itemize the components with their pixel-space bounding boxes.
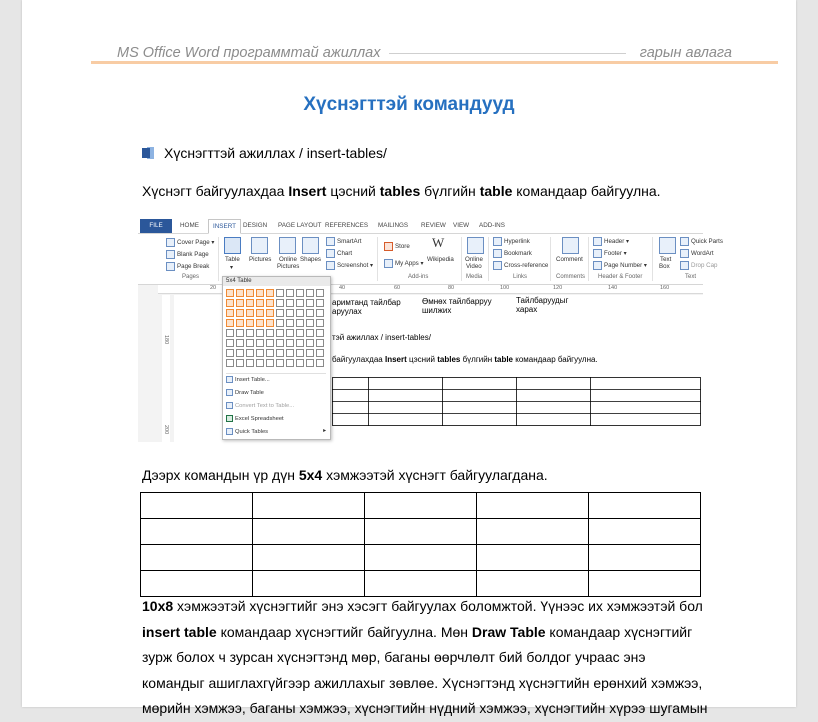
- pictures-label: Pictures: [249, 256, 272, 263]
- screenshot-icon: [326, 261, 335, 270]
- table-cell: [141, 545, 253, 571]
- grid-cell[interactable]: [226, 339, 234, 347]
- grid-cell[interactable]: [236, 329, 244, 337]
- grid-cell[interactable]: [306, 349, 314, 357]
- p1-text: цэсний: [326, 183, 380, 199]
- p3-bold: insert table: [142, 623, 217, 640]
- grid-cell[interactable]: [276, 359, 284, 367]
- table-row: [141, 545, 701, 571]
- my-apps-button[interactable]: My Apps ▾: [384, 259, 424, 268]
- table-button-label[interactable]: Table: [225, 256, 240, 263]
- wordart-label: WordArt: [691, 250, 714, 258]
- grid-cell[interactable]: [246, 299, 254, 307]
- cover-page-button[interactable]: Cover Page ▾: [166, 238, 215, 247]
- table-cell: [365, 493, 477, 519]
- doc-text: Insert: [384, 355, 407, 364]
- quick-parts-button[interactable]: [680, 237, 723, 246]
- grid-cell[interactable]: [266, 329, 274, 337]
- header-button[interactable]: Header ▾: [593, 237, 629, 246]
- p3-line: [142, 620, 742, 646]
- table-cell: [477, 545, 589, 571]
- grid-cell[interactable]: [226, 319, 234, 327]
- group-label-text: Text: [685, 274, 697, 280]
- ruler-number: 20: [210, 285, 217, 291]
- drop-cap-button[interactable]: [680, 261, 717, 270]
- tab-add-ins[interactable]: ADD-INS: [479, 222, 505, 229]
- grid-cell[interactable]: [256, 299, 264, 307]
- group-label-media: Media: [466, 274, 483, 280]
- word-screenshot: [138, 219, 723, 442]
- comment-icon[interactable]: [562, 237, 579, 254]
- smartart-icon: [326, 237, 335, 246]
- grid-cell[interactable]: [236, 319, 244, 327]
- doc-text: бүлгийн: [460, 355, 495, 364]
- table-dropdown: [222, 276, 331, 440]
- shapes-icon[interactable]: [302, 237, 319, 254]
- grid-cell[interactable]: [306, 299, 314, 307]
- grid-cell[interactable]: [236, 309, 244, 317]
- blank-page-label: Blank Page: [177, 251, 209, 259]
- grid-cell[interactable]: [226, 329, 234, 337]
- group-separator: [488, 237, 489, 281]
- store-icon: [384, 242, 393, 251]
- screenshot-label: Screenshot: [337, 262, 369, 270]
- wordart-icon: [680, 249, 689, 258]
- grid-cell[interactable]: [256, 339, 264, 347]
- online-video-label2: Video: [466, 263, 482, 270]
- grid-cell[interactable]: [226, 349, 234, 357]
- grid-cell[interactable]: [246, 339, 254, 347]
- draw-table-item[interactable]: [226, 389, 264, 396]
- word-icon: [142, 147, 154, 159]
- grid-cell[interactable]: [306, 309, 314, 317]
- header-left: MS Office Word программтай ажиллах: [117, 45, 381, 61]
- doc-text: командаар байгуулна.: [513, 355, 598, 364]
- p3-line: [142, 594, 742, 620]
- grid-cell[interactable]: [286, 359, 294, 367]
- group-label-links: Links: [513, 274, 528, 280]
- page-break-button[interactable]: [166, 262, 209, 271]
- grid-cell[interactable]: [246, 319, 254, 327]
- chart-icon: [326, 249, 335, 258]
- grid-cell[interactable]: [256, 319, 264, 327]
- grid-cell[interactable]: [286, 309, 294, 317]
- footer-label: Footer: [604, 250, 622, 258]
- smartart-button[interactable]: [326, 237, 361, 246]
- grid-cell[interactable]: [306, 359, 314, 367]
- cross-reference-icon: [493, 261, 502, 270]
- shapes-label: Shapes: [300, 256, 321, 263]
- grid-cell[interactable]: [296, 289, 304, 297]
- group-separator: [652, 237, 653, 281]
- doc-table: [332, 377, 702, 427]
- group-separator: [550, 237, 551, 281]
- tab-home[interactable]: HOME: [180, 222, 199, 229]
- quick-tables-icon: [226, 428, 233, 435]
- tab-mailings[interactable]: MAILINGS: [378, 222, 409, 229]
- document-page: [22, 0, 796, 716]
- insert-table-icon: [226, 376, 233, 383]
- result-table: [140, 492, 701, 597]
- doc-text: шилжих: [422, 306, 452, 315]
- grid-cell[interactable]: [286, 329, 294, 337]
- table-row: [141, 493, 701, 519]
- grid-cell[interactable]: [296, 359, 304, 367]
- excel-icon: [226, 415, 233, 422]
- insert-table-label: Insert Table...: [235, 377, 270, 384]
- header-icon: [593, 237, 602, 246]
- p1-bold: table: [479, 183, 513, 199]
- drop-cap-label: Drop Cap: [691, 262, 718, 270]
- draw-table-icon: [226, 389, 233, 396]
- group-separator: [461, 237, 462, 281]
- grid-cell[interactable]: [266, 309, 274, 317]
- pictures-icon[interactable]: [251, 237, 268, 254]
- table-size-label: 5x4 Table: [223, 277, 330, 286]
- grid-cell[interactable]: [306, 329, 314, 337]
- p3-text: командаар хүснэгтийг: [545, 623, 693, 640]
- page-number-button[interactable]: Page Number ▾: [593, 261, 647, 270]
- grid-cell[interactable]: [276, 289, 284, 297]
- grid-cell[interactable]: [306, 289, 314, 297]
- p2-bold: 5x4: [298, 467, 323, 483]
- p1-text: командаар байгуулна.: [512, 183, 661, 199]
- header-label: Header: [604, 238, 625, 246]
- grid-cell[interactable]: [316, 319, 324, 327]
- table-icon[interactable]: [224, 237, 241, 254]
- doc-text: тэй ажиллах / insert-tables/: [332, 333, 431, 342]
- doc-text: Тайлбаруудыг: [516, 296, 569, 305]
- ruler-number: 60: [394, 285, 401, 291]
- table-row: [141, 571, 701, 597]
- grid-cell[interactable]: [236, 339, 244, 347]
- table-cell: [365, 519, 477, 545]
- p3-text: командаар хүснэгтийг байгуулна. Мөн: [216, 623, 472, 640]
- group-separator: [588, 237, 589, 281]
- p3-text: хэмжээтэй хүснэгтийг энэ хэсэгт байгуулах боломжтой. Үүнээс их хэмжээтэй бол: [173, 598, 703, 614]
- bookmark-label: Bookmark: [504, 250, 532, 258]
- grid-cell[interactable]: [256, 309, 264, 317]
- grid-cell[interactable]: [236, 359, 244, 367]
- convert-text-label: Convert Text to Table...: [235, 403, 295, 410]
- grid-cell[interactable]: [266, 349, 274, 357]
- grid-cell[interactable]: [226, 299, 234, 307]
- grid-cell[interactable]: [266, 299, 274, 307]
- online-pictures-icon[interactable]: [279, 237, 296, 254]
- header-bar: [91, 61, 778, 64]
- header-right: гарын авлага: [639, 45, 732, 61]
- grid-cell[interactable]: [276, 319, 284, 327]
- blank-page-icon: [166, 250, 175, 259]
- grid-cell[interactable]: [246, 329, 254, 337]
- table-cell: [477, 571, 589, 597]
- table-cell: [589, 519, 701, 545]
- vertical-ruler: [162, 295, 170, 442]
- group-label-header-footer: Header & Footer: [598, 274, 643, 280]
- p3-line: мөрийн хэмжээ, баганы хэмжээ, хүснэгтийн нүдний хэмжээ, хүснэгтийн хүрээ шугамын: [142, 700, 708, 716]
- table-cell: [589, 493, 701, 519]
- doc-text: цэсний: [406, 355, 438, 364]
- grid-cell[interactable]: [316, 309, 324, 317]
- p1-bold: tables: [379, 183, 421, 199]
- tab-design[interactable]: DESIGN: [243, 222, 268, 229]
- grid-cell[interactable]: [246, 309, 254, 317]
- chart-label: Chart: [337, 250, 353, 258]
- online-pictures-label: Online Pictures: [277, 256, 300, 270]
- tab-view[interactable]: VIEW: [453, 222, 470, 229]
- group-label-comments: Comments: [556, 274, 586, 280]
- bullet-line: [142, 145, 387, 161]
- grid-cell[interactable]: [296, 309, 304, 317]
- table-row: [141, 519, 701, 545]
- p3-line: зурж болох ч зурсан хүснэгтэнд мөр, баганы өөрчлөлт бий болдог учраас энэ: [142, 649, 646, 665]
- ruler-number: 80: [448, 285, 455, 291]
- grid-cell[interactable]: [256, 359, 264, 367]
- chart-button[interactable]: [326, 249, 352, 258]
- p2-text: хэмжээтэй хүснэгт байгуулагдана.: [322, 467, 548, 483]
- grid-cell[interactable]: [296, 349, 304, 357]
- paragraph-2: [142, 467, 548, 483]
- grid-cell[interactable]: [226, 289, 234, 297]
- grid-cell[interactable]: [286, 339, 294, 347]
- paragraph-3: [142, 594, 742, 722]
- page-number-label: Page Number: [604, 262, 643, 270]
- footer-button[interactable]: Footer ▾: [593, 249, 627, 258]
- tab-file[interactable]: FILE: [140, 219, 172, 233]
- chevron-down-icon: ▾: [230, 264, 234, 271]
- ruler-number: 140: [608, 285, 618, 291]
- cross-reference-label: Cross-reference: [504, 262, 549, 270]
- convert-text-item[interactable]: [226, 402, 294, 409]
- tab-page-layout[interactable]: PAGE LAYOUT: [278, 222, 322, 229]
- doc-text: table: [494, 355, 513, 364]
- page-title: Хүснэгттэй командууд: [303, 94, 515, 115]
- cover-page-icon: [166, 238, 175, 247]
- grid-cell[interactable]: [246, 289, 254, 297]
- p1-text: Хүснэгт байгуулахдаа: [142, 183, 289, 199]
- ruler-number: 100: [500, 285, 510, 291]
- grid-cell[interactable]: [256, 329, 264, 337]
- cross-reference-button[interactable]: [493, 261, 548, 270]
- grid-cell[interactable]: [276, 299, 284, 307]
- vruler-number: 200: [163, 425, 169, 435]
- chevron-right-icon: ▸: [323, 428, 326, 434]
- cover-page-label: Cover Page: [177, 239, 210, 247]
- p3-bold: 10x8: [142, 598, 174, 614]
- excel-spreadsheet-item[interactable]: [226, 415, 284, 422]
- quick-parts-label: Quick Parts: [691, 238, 723, 246]
- wikipedia-icon[interactable]: W: [432, 235, 445, 250]
- grid-cell[interactable]: [286, 289, 294, 297]
- grid-cell[interactable]: [306, 319, 314, 327]
- online-video-icon[interactable]: [467, 237, 484, 254]
- text-box-label1: Text: [660, 256, 672, 263]
- ruler-number: 120: [553, 285, 563, 291]
- hyperlink-label: Hyperlink: [504, 238, 530, 246]
- wikipedia-label: Wikipedia: [427, 256, 454, 263]
- table-cell: [477, 519, 589, 545]
- screenshot-button[interactable]: Screenshot ▾: [326, 261, 373, 270]
- p3-bold: Draw Table: [471, 623, 546, 640]
- table-cell: [141, 571, 253, 597]
- tab-insert[interactable]: INSERT: [208, 219, 241, 234]
- grid-cell[interactable]: [266, 359, 274, 367]
- page-break-icon: [166, 262, 175, 271]
- grid-cell[interactable]: [226, 309, 234, 317]
- draw-table-label: Draw Table: [235, 390, 264, 397]
- tab-review[interactable]: REVIEW: [421, 222, 446, 229]
- grid-cell[interactable]: [316, 349, 324, 357]
- bookmark-button[interactable]: [493, 249, 532, 258]
- grid-cell[interactable]: [306, 339, 314, 347]
- grid-cell[interactable]: [246, 359, 254, 367]
- grid-cell[interactable]: [316, 289, 324, 297]
- grid-cell[interactable]: [266, 319, 274, 327]
- hyperlink-button[interactable]: [493, 237, 530, 246]
- table-cell: [477, 493, 589, 519]
- grid-cell[interactable]: [296, 329, 304, 337]
- ruler-number: 160: [660, 285, 670, 291]
- convert-text-icon: [226, 402, 233, 409]
- grid-cell[interactable]: [266, 339, 274, 347]
- grid-cell[interactable]: [316, 329, 324, 337]
- table-cell: [253, 519, 365, 545]
- header-rule: [389, 53, 626, 54]
- page-number-icon: [593, 261, 602, 270]
- grid-cell[interactable]: [236, 349, 244, 357]
- text-box-label2: Box: [659, 263, 670, 270]
- table-cell: [365, 545, 477, 571]
- grid-cell[interactable]: [316, 299, 324, 307]
- table-cell: [589, 545, 701, 571]
- group-label-pages: Pages: [182, 274, 200, 280]
- grid-cell[interactable]: [286, 349, 294, 357]
- grid-cell[interactable]: [286, 299, 294, 307]
- table-cell: [365, 571, 477, 597]
- table-cell: [253, 545, 365, 571]
- wordart-button[interactable]: [680, 249, 714, 258]
- quick-tables-label: Quick Tables: [235, 429, 269, 436]
- footer-icon: [593, 249, 602, 258]
- doc-text: [332, 355, 598, 364]
- drop-cap-icon: [680, 261, 689, 270]
- table-cell: [589, 571, 701, 597]
- tab-references[interactable]: REFERENCES: [325, 222, 369, 229]
- grid-cell[interactable]: [236, 299, 244, 307]
- table-cell: [253, 571, 365, 597]
- insert-table-item[interactable]: [226, 376, 270, 383]
- doc-text: байгуулахдаа: [332, 355, 385, 364]
- grid-cell[interactable]: [276, 349, 284, 357]
- hyperlink-icon: [493, 237, 502, 246]
- vruler-number: 180: [163, 335, 169, 345]
- grid-cell[interactable]: [316, 339, 324, 347]
- grid-cell[interactable]: [296, 339, 304, 347]
- grid-cell[interactable]: [276, 309, 284, 317]
- group-separator: [218, 237, 219, 281]
- doc-text: харах: [516, 305, 538, 314]
- doc-text: аруулах: [332, 307, 362, 316]
- my-apps-label: My Apps: [395, 260, 419, 268]
- excel-spreadsheet-label: Excel Spreadsheet: [235, 416, 284, 423]
- grid-cell[interactable]: [266, 289, 274, 297]
- grid-cell[interactable]: [256, 289, 264, 297]
- table-cell: [141, 519, 253, 545]
- ruler-number: 40: [339, 285, 346, 291]
- group-label-add-ins: Add-ins: [408, 274, 429, 280]
- p1-bold: Insert: [288, 183, 327, 199]
- table-cell: [253, 493, 365, 519]
- my-apps-icon: [384, 259, 393, 268]
- grid-cell[interactable]: [236, 289, 244, 297]
- ribbon-tabs: [138, 219, 703, 234]
- grid-cell[interactable]: [246, 349, 254, 357]
- grid-cell[interactable]: [296, 319, 304, 327]
- dropdown-divider: [226, 373, 326, 374]
- paragraph-1: [142, 183, 661, 199]
- store-label: Store: [395, 243, 410, 251]
- grid-cell[interactable]: [316, 359, 324, 367]
- grid-cell[interactable]: [286, 319, 294, 327]
- grid-cell[interactable]: [226, 359, 234, 367]
- p3-line: командыг ашиглахгүйгээр ажиллахыг зөвлөе. Хүснэгтэнд хүснэгтийн ерөнхий хэмжээ,: [142, 674, 703, 691]
- blank-page-button[interactable]: [166, 250, 209, 259]
- quick-tables-item[interactable]: [226, 428, 326, 435]
- group-separator: [377, 237, 378, 281]
- text-box-icon[interactable]: [659, 237, 676, 254]
- bullet-text: Хүснэгттэй ажиллах / insert-tables/: [164, 145, 387, 161]
- doc-text: аримтанд тайлбар: [332, 298, 401, 307]
- quick-parts-icon: [680, 237, 689, 246]
- grid-cell[interactable]: [276, 339, 284, 347]
- p2-text: Дээрх командын үр дүн: [142, 467, 299, 483]
- store-button[interactable]: [384, 242, 410, 251]
- bookmark-icon: [493, 249, 502, 258]
- comment-label: Comment: [556, 256, 583, 263]
- grid-cell[interactable]: [256, 349, 264, 357]
- table-cell: [141, 493, 253, 519]
- online-video-label1: Online: [465, 256, 483, 263]
- grid-cell[interactable]: [276, 329, 284, 337]
- p1-text: бүлгийн: [420, 183, 480, 199]
- smartart-label: SmartArt: [337, 238, 362, 246]
- doc-text: tables: [437, 355, 461, 364]
- doc-text: Өмнөх тайлбарруу: [422, 297, 492, 306]
- page-break-label: Page Break: [177, 263, 210, 271]
- grid-cell[interactable]: [296, 299, 304, 307]
